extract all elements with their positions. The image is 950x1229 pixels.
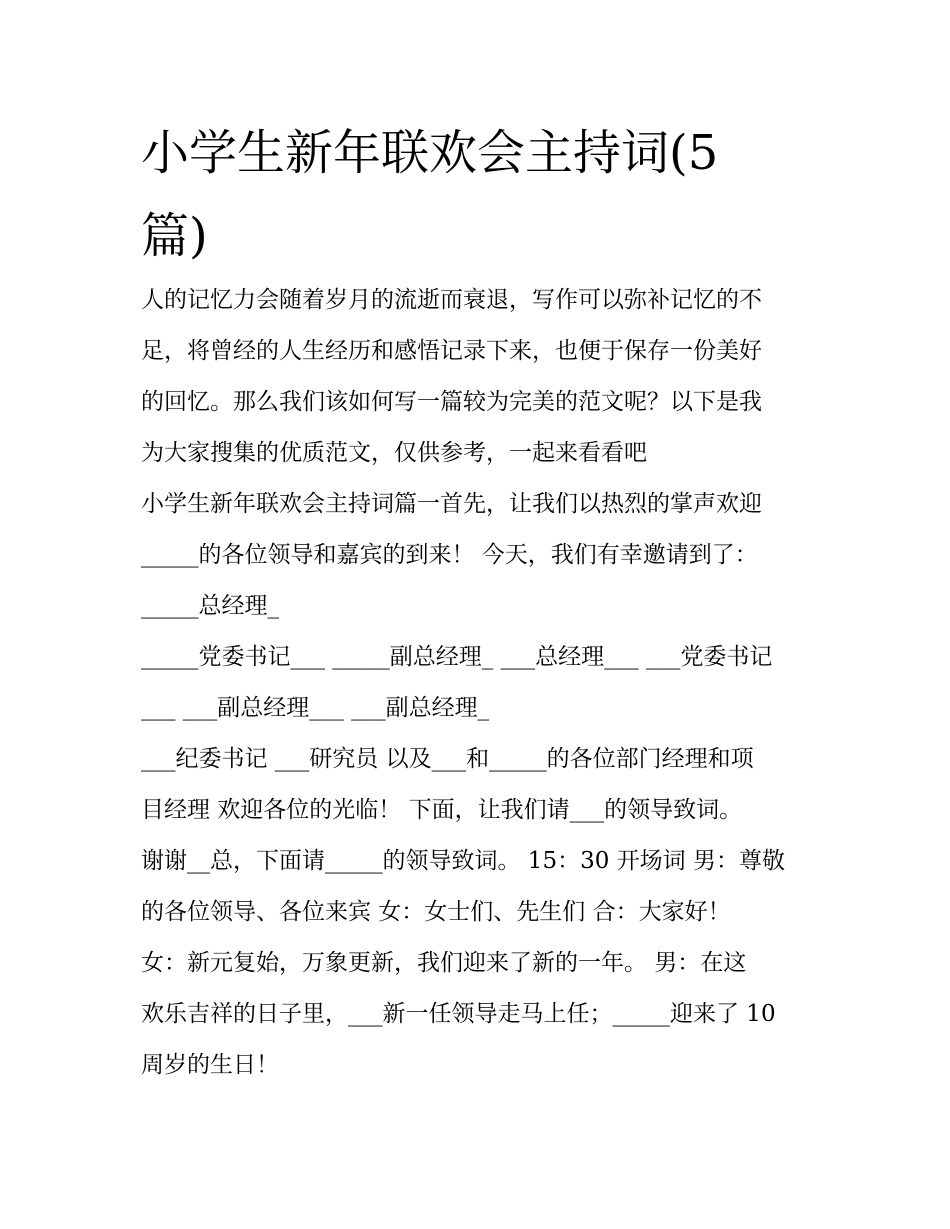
body-line: _____的各位领导和嘉宾的到来！ 今天，我们有幸邀请到了：	[141, 542, 758, 568]
body-line: ___纪委书记 ___研究员 以及___和_____的各位部门经理和项	[141, 746, 754, 772]
body-line: 为大家搜集的优质范文，仅供参考，一起来看看吧	[141, 440, 647, 466]
body-line: 目经理 欢迎各位的光临！ 下面，让我们请___的领导致词。	[141, 797, 743, 823]
body-line: 周岁的生日！	[141, 1052, 279, 1078]
body-line: 欢乐吉祥的日子里，___新一任领导走马上任；_____迎来了 10	[141, 1001, 776, 1027]
title-line: 篇)	[141, 208, 208, 264]
document-body	[141, 275, 821, 1091]
document-title	[141, 112, 821, 278]
body-line: 的回忆。那么我们该如何写一篇较为完美的范文呢？以下是我	[141, 389, 762, 415]
body-line: 小学生新年联欢会主持词篇一首先，让我们以热烈的掌声欢迎	[141, 491, 762, 517]
body-line: _____党委书记___ _____副总经理_ ___总经理___ ___党委书记	[141, 644, 773, 670]
body-line: _____总经理_	[141, 593, 279, 619]
body-line: 谢谢__总，下面请_____的领导致词。 15：30 开场词 男：尊敬	[141, 848, 785, 874]
title-line: 小学生新年联欢会主持词(5	[141, 125, 719, 181]
body-line: 足，将曾经的人生经历和感悟记录下来，也便于保存一份美好	[141, 338, 762, 364]
body-line: 女：新元复始，万象更新，我们迎来了新的一年。 男：在这	[141, 950, 747, 976]
body-line: 的各位领导、各位来宾 女：女士们、先生们 合：大家好！	[141, 899, 731, 925]
body-line: ___ ___副总经理___ ___副总经理_	[141, 695, 490, 721]
body-line: 人的记忆力会随着岁月的流逝而衰退，写作可以弥补记忆的不	[141, 287, 762, 313]
